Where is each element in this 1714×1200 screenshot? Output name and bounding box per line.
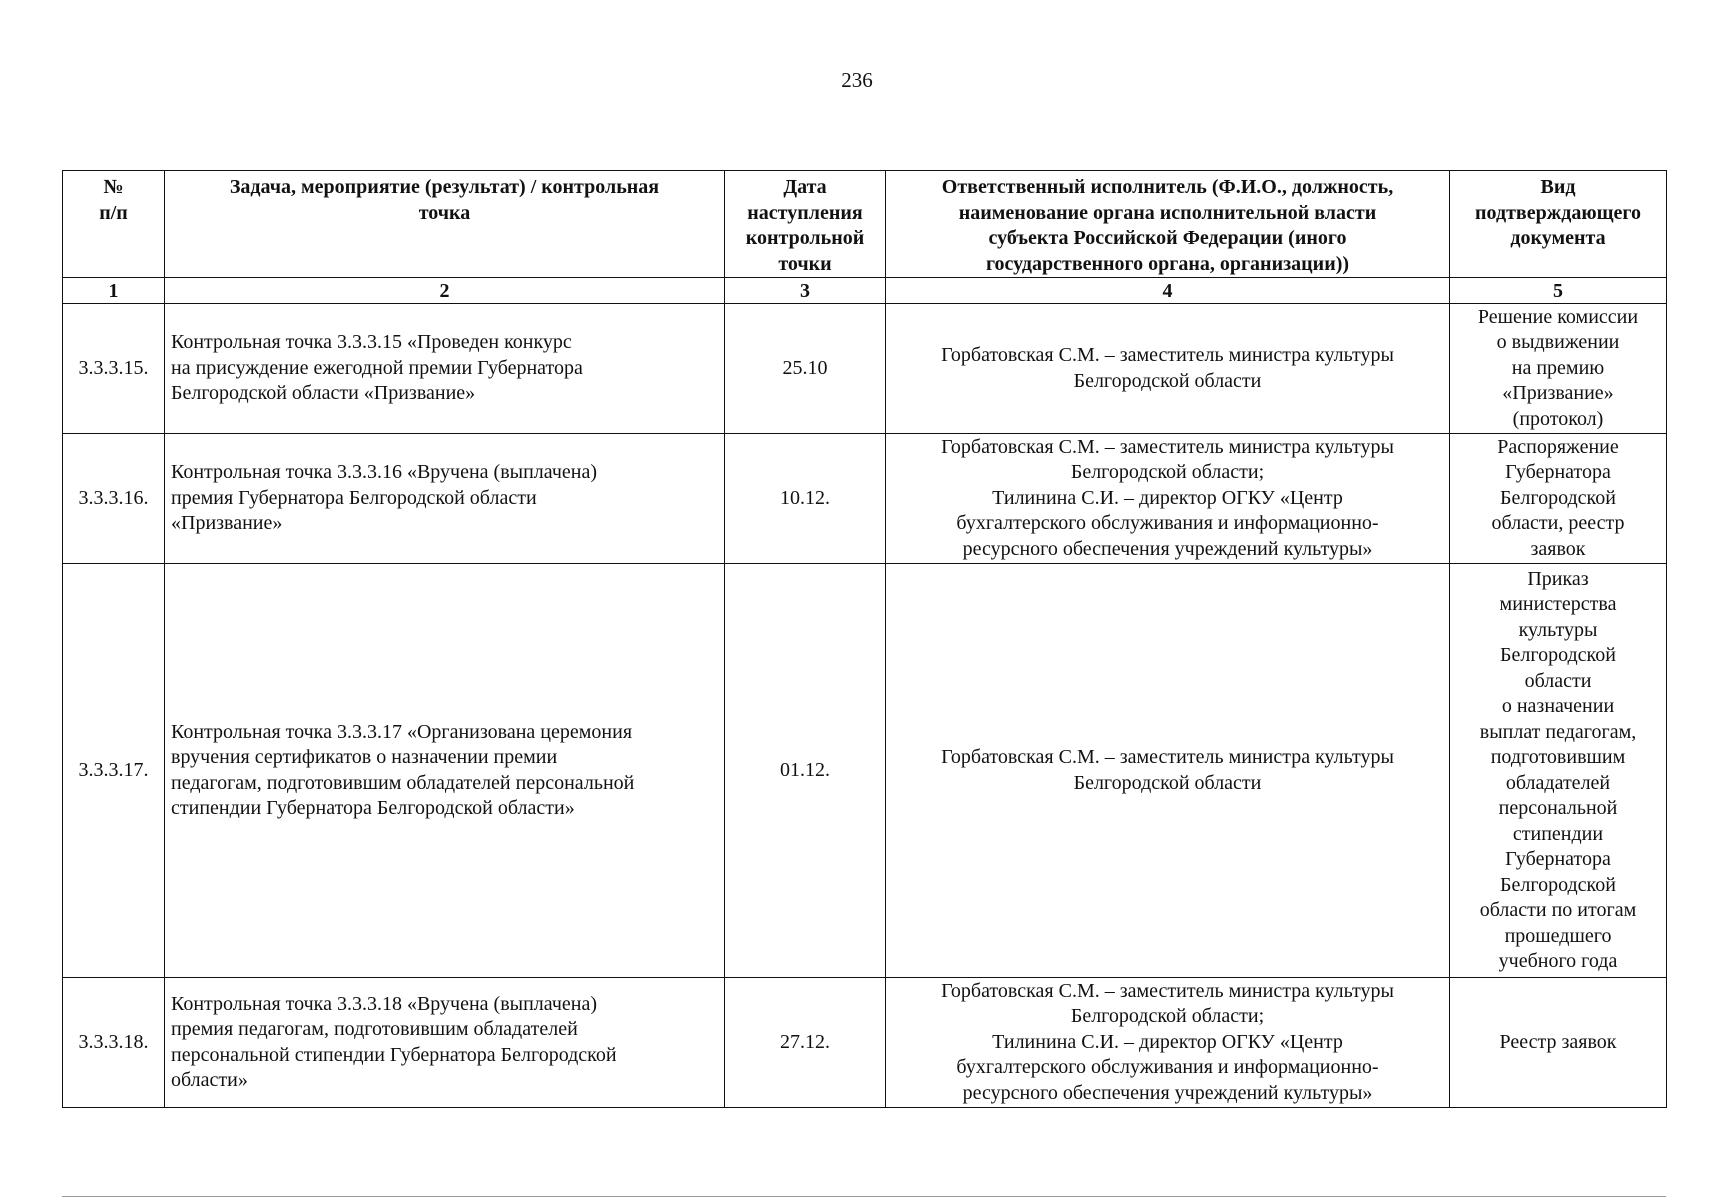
task-line: Белгородской области «Призвание» [171, 382, 476, 405]
header-document-line: Вид [1540, 176, 1576, 198]
executor-line: Горбатовская С.М. – заместитель министра культуры [941, 746, 1394, 768]
task-line: Контрольная точка 3.3.3.18 «Вручена (выплачена) [171, 992, 598, 1015]
executor-line: Белгородской области [1073, 369, 1262, 392]
document-line: Реестр заявок [1499, 1030, 1617, 1053]
document-line: Белгородской [1500, 873, 1616, 896]
document-line: подготовившим [1490, 746, 1626, 768]
document-line: персональной [1498, 797, 1618, 819]
table-body [63, 304, 1667, 1108]
document-line: области [1524, 669, 1592, 692]
task-line: «Призвание» [171, 512, 283, 535]
document-line: министерства [1499, 593, 1617, 615]
document-line: на премию [1511, 356, 1605, 379]
header-task-line: Задача, мероприятие (результат) / контрольная [229, 176, 660, 198]
document-cell [1450, 564, 1667, 978]
task-line: персональной стипендии Губернатора Белгородской [171, 1043, 617, 1066]
executor-line: Белгородской области; [1070, 1005, 1265, 1028]
header-number-line: № [103, 176, 124, 198]
document-line: прошедшего [1504, 924, 1612, 947]
document-line: стипендии [1512, 822, 1604, 845]
document-line: заявок [1530, 537, 1586, 560]
document-line: Губернатора [1505, 461, 1611, 484]
header-document-line: подтверждающего [1475, 201, 1641, 224]
document-line: выплат педагогам, [1479, 720, 1637, 743]
date-cell: 25.10 [725, 304, 886, 434]
executor-cell [886, 304, 1450, 434]
document-line: Распоряжение [1497, 435, 1619, 458]
task-line: Контрольная точка 3.3.3.17 «Организована церемония [171, 720, 633, 743]
header-cell-executor [886, 171, 1450, 278]
header-task-line: точка [418, 201, 471, 224]
date-cell: 10.12. [725, 434, 886, 564]
date-cell: 27.12. [725, 978, 886, 1108]
column-number-row [63, 278, 1667, 304]
executor-line: бухгалтерского обслуживания и информационно- [956, 512, 1379, 535]
document-line: Белгородской [1500, 486, 1616, 509]
header-date-line: Дата [783, 176, 827, 198]
header-executor-line: Ответственный исполнитель (Ф.И.О., должность, [941, 176, 1394, 198]
executor-line: бухгалтерского обслуживания и информационно- [956, 1056, 1379, 1079]
header-number-line: п/п [99, 201, 128, 224]
task-line: вручения сертификатов о назначении премии [171, 746, 558, 768]
column-number-cell: 2 [165, 278, 725, 304]
task-cell [165, 434, 725, 564]
header-row [63, 171, 1667, 278]
column-number-cell: 4 [886, 278, 1450, 304]
table-row [63, 978, 1667, 1108]
row-number-cell: 3.3.3.15. [63, 304, 165, 434]
header-executor-line: государственного органа, организации)) [985, 252, 1350, 275]
table-row [63, 434, 1667, 564]
executor-line: Горбатовская С.М. – заместитель министра культуры [941, 344, 1394, 366]
task-cell [165, 564, 725, 978]
executor-cell [886, 978, 1450, 1108]
executor-line: Горбатовская С.М. – заместитель министра культуры [941, 435, 1394, 458]
document-line: Приказ [1527, 567, 1589, 590]
task-line: премия педагогам, подготовившим обладателей [171, 1018, 578, 1040]
executor-line: Тилинина С.И. – директор ОГКУ «Центр [992, 486, 1343, 509]
row-number-cell: 3.3.3.18. [63, 978, 165, 1108]
executor-line: Белгородской области; [1070, 461, 1265, 484]
column-number-cell: 5 [1450, 278, 1667, 304]
document-line: культуры [1518, 618, 1598, 641]
document-line: (протокол) [1512, 407, 1604, 430]
column-number-cell: 1 [63, 278, 165, 304]
executor-line: Тилинина С.И. – директор ОГКУ «Центр [992, 1030, 1343, 1053]
task-cell [165, 304, 725, 434]
document-line: Губернатора [1505, 848, 1611, 870]
document-line: области по итогам [1479, 899, 1637, 921]
date-cell: 01.12. [725, 564, 886, 978]
document-cell [1450, 304, 1667, 434]
row-number-cell: 3.3.3.17. [63, 564, 165, 978]
task-line: на присуждение ежегодной премии Губернатора [171, 356, 583, 379]
table-row [63, 304, 1667, 434]
header-date-line: наступления [747, 201, 863, 224]
executor-cell [886, 434, 1450, 564]
header-document-line: документа [1510, 227, 1606, 249]
row-number-cell: 3.3.3.16. [63, 434, 165, 564]
task-line: Контрольная точка 3.3.3.15 «Проведен конкурс [171, 331, 572, 354]
executor-line: Горбатовская С.М. – заместитель министра культуры [941, 979, 1394, 1002]
task-line: премия Губернатора Белгородской области [171, 486, 537, 509]
executor-line: ресурсного обеспечения учреждений культуры» [962, 1081, 1373, 1104]
control-points-table [62, 170, 1667, 1108]
header-date-line: точки [778, 252, 832, 275]
column-number-cell: 3 [725, 278, 886, 304]
header-cell-date [725, 171, 886, 278]
task-line: области» [171, 1069, 248, 1091]
document-line: о выдвижении [1496, 331, 1620, 354]
document-line: «Призвание» [1502, 382, 1614, 405]
document-line: о назначении [1501, 695, 1615, 717]
task-line: Контрольная точка 3.3.3.16 «Вручена (выплачена) [171, 461, 598, 484]
task-line: педагогам, подготовившим обладателей персональной [171, 771, 635, 794]
executor-line: Белгородской области [1073, 771, 1262, 794]
page-number: 236 [841, 68, 873, 92]
document-line: Решение комиссии [1477, 305, 1639, 328]
document-cell [1450, 434, 1667, 564]
document-line: учебного года [1498, 950, 1618, 972]
document-line: обладателей [1505, 771, 1611, 794]
task-line: стипендии Губернатора Белгородской области» [171, 797, 575, 819]
header-cell-number [63, 171, 165, 278]
document-line: области, реестр [1491, 512, 1625, 535]
page-bottom-divider [62, 1196, 1666, 1197]
header-executor-line: субъекта Российской Федерации (иного [988, 227, 1347, 249]
header-date-line: контрольной [745, 227, 865, 249]
document-line: Белгородской [1500, 644, 1616, 666]
executor-cell [886, 564, 1450, 978]
document-cell [1450, 978, 1667, 1108]
table-row [63, 564, 1667, 978]
header-cell-document [1450, 171, 1667, 278]
task-cell [165, 978, 725, 1108]
header-executor-line: наименование органа исполнительной власти [958, 201, 1377, 224]
header-cell-task [165, 171, 725, 278]
executor-line: ресурсного обеспечения учреждений культуры» [962, 537, 1373, 560]
